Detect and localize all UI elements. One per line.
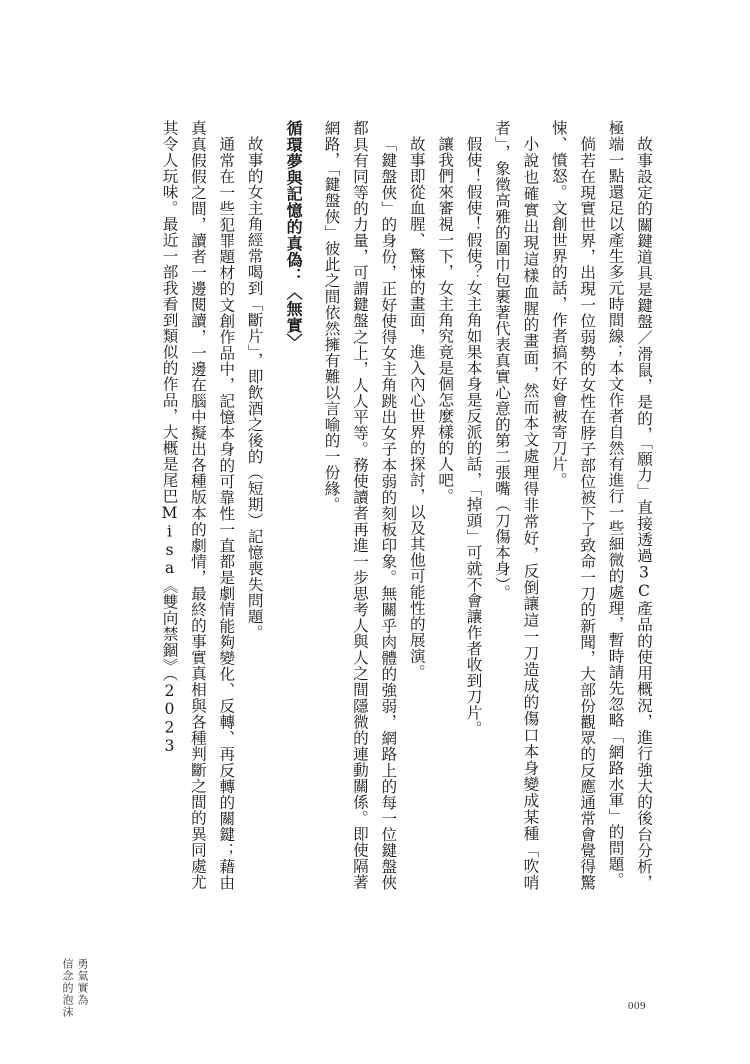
running-title-line: 勇氣實為 (76, 958, 89, 1006)
paragraph: 通常在一些犯罪題材的文創作品中，記憶本身的可靠性一直都是劇情能夠變化、反轉、再反轉的關鍵；藉由真真假假之間，讀者一邊閱讀，一邊在腦中擬出各種版本的劇情，最終的事實真相與各種判斷之間的異同處尤其令人玩味。最近一部我看到類似的作品，大概是尾巴Misa《雙向禁錮》（2023 (160, 120, 236, 890)
paragraph: 倘若在現實世界，出現一位弱勢的女性在脖子部位被下了致命一刀的新聞，大部份觀眾的反應通常會覺得驚悚、憤怒。文創世界的話，作者搞不好會被寄刀片。 (549, 120, 597, 890)
running-title-line: 信念的泡沫 (61, 958, 74, 1018)
paragraph: 「鍵盤俠」的身份，正好使得女主角跳出女子本弱的刻板印象。無關乎肉體的強弱，網路上的每一位鍵盤俠都具有同等的力量，可謂鍵盤之上，人人平等。務使讀者再進一步思考人與人之間隱微的連動關係。即使隔著網路，「鍵盤俠」彼此之間依然擁有難以言喻的一份緣。 (322, 120, 398, 890)
paragraph: 故事設定的關鍵道具是鍵盤／滑鼠，是的，「願力」直接透過3C產品的使用概況，進行強大的後台分析，極端一點還足以產生多元時間線；本文作者自然有進行一些細微的處理，暫時請先忽略「網路水軍」的問題。 (606, 120, 653, 890)
paragraph: 假使！假使！假使？女主角如果本身是反派的話，「掉頭」可就不會讓作者收到刀片。 (464, 135, 483, 736)
paragraph: 故事即從血腥、驚悚的畫面，進入內心世界的探討，以及其他可能性的展演。 (407, 135, 426, 680)
page-number: 009 (628, 1000, 646, 1012)
section-heading: 循環夢與記憶的真偽：〈無實〉 (284, 120, 304, 350)
paragraph: 讓我們來審視一下，女主角究竟是個怎麼樣的人吧。 (436, 135, 455, 504)
body-text (78, 120, 658, 890)
running-title (60, 958, 90, 1018)
paragraph: 故事的女主角經常喝到「斷片」，即飲酒之後的（短期）記憶喪失問題。 (245, 135, 264, 640)
paragraph: 小說也確實出現這樣血腥的畫面，然而本文處理得非常好，反倒讓這一刀造成的傷口本身變成某種「吹哨者」，象徵高雅的圍巾包裹著代表真實心意的第二張嘴（刀傷本身）。 (492, 120, 540, 890)
